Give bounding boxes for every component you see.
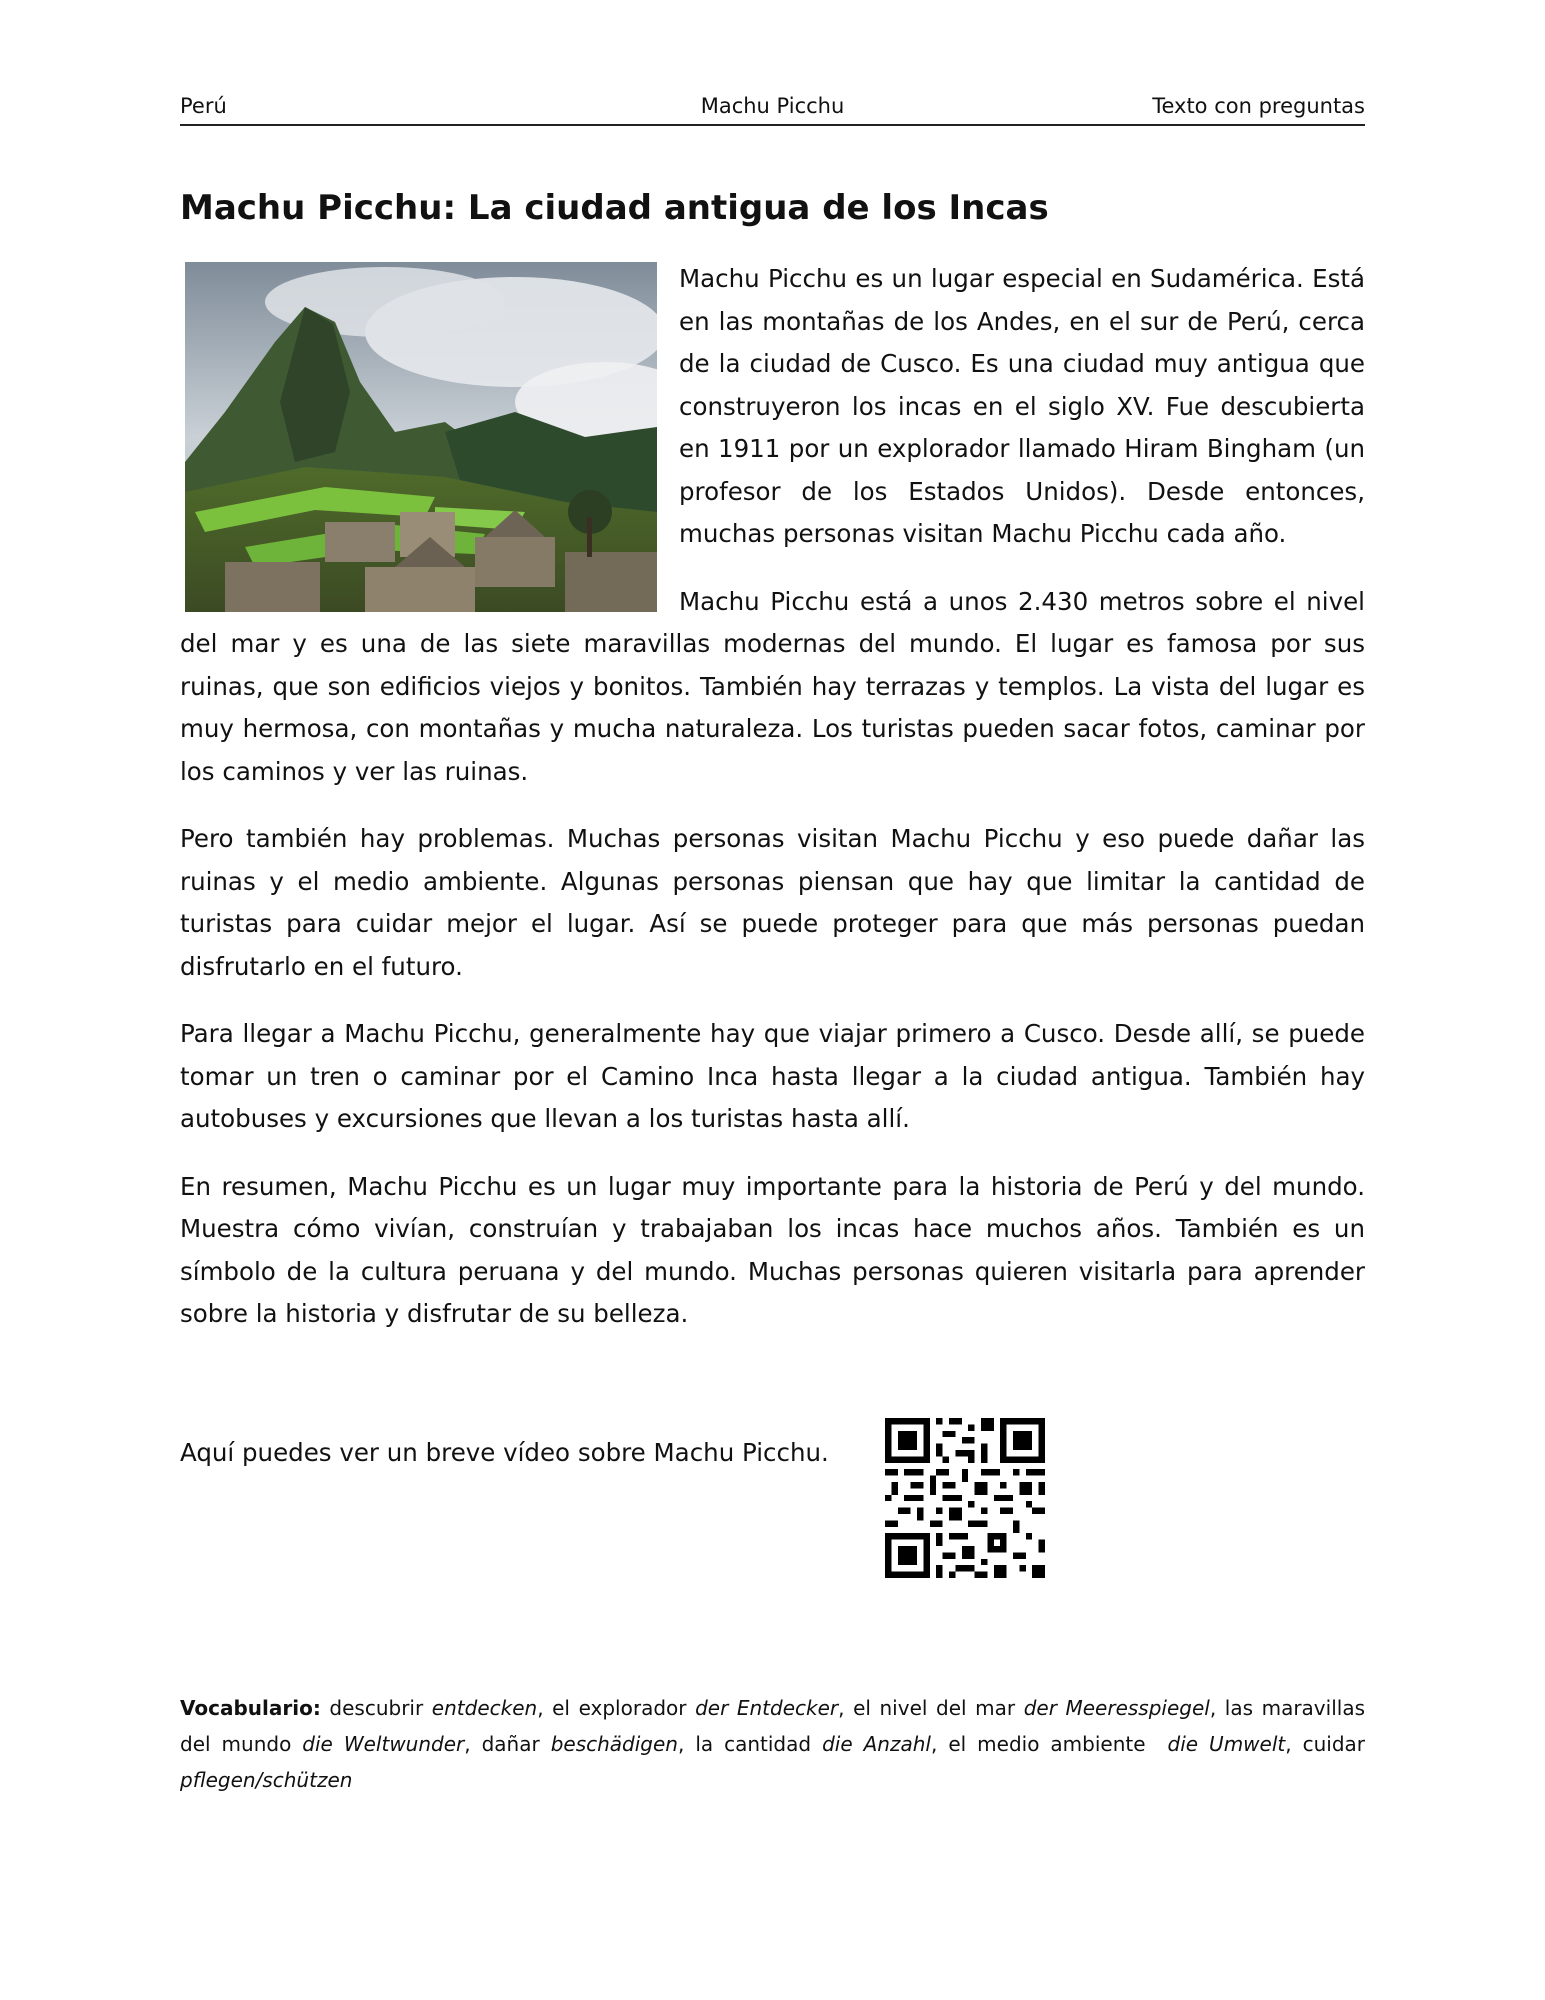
paragraph-5: En resumen, Machu Picchu es un lugar muy importante para la historia de Perú y del mundo. Muestra cómo vivían, construían y trabajaban los incas hace muchos años. También es un símbolo de la cultura peruana y del mundo. Muchas personas quieren visitarla para aprender sobre la historia y disfrutar de su belleza.	[180, 1171, 1365, 1328]
vocabulary-box: Vocabulario: descubrir entdecken, el explorador der Entdecker, el nivel del mar der Meeresspiegel, las maravillas del mundo die Weltwunder, dañar beschädigen, la cantidad die Anzahl, el medio ambiente die Umwelt, cuidar pflegen/schützen	[180, 1696, 1365, 1792]
vocab-es-2: el explorador	[552, 1696, 687, 1720]
article-body	[180, 258, 1365, 1361]
header-right: Texto con preguntas	[1152, 94, 1365, 118]
vocab-de-3: der Meeresspiegel	[1023, 1696, 1210, 1720]
video-prompt: Aquí puedes ver un breve vídeo sobre Machu Picchu.	[180, 1438, 829, 1467]
page-header	[180, 92, 1365, 126]
vocab-es-3: el nivel del mar	[853, 1696, 1016, 1720]
vocab-es-4: las maravillas del mundo	[180, 1696, 1365, 1756]
page-title: Machu Picchu: La ciudad antigua de los Incas	[180, 188, 1049, 228]
vocab-es-7: el medio ambiente	[948, 1732, 1146, 1756]
vocab-es-1: descubrir	[329, 1696, 424, 1720]
vocab-de-5: beschädigen	[550, 1732, 678, 1756]
vocabulary-label: Vocabulario:	[180, 1696, 321, 1720]
vocab-de-2: der Entdecker	[695, 1696, 839, 1720]
qr-code-icon[interactable]	[885, 1418, 1045, 1578]
paragraph-4: Para llegar a Machu Picchu, generalmente hay que viajar primero a Cusco. Desde allí, se puede tomar un tren o caminar por el Camino Inca hasta llegar a la ciudad antigua. También hay autobuses y excursiones que llevan a los turistas hasta allí.	[180, 1019, 1365, 1133]
machu-picchu-photo	[185, 262, 657, 612]
paragraph-2: Machu Picchu está a unos 2.430 metros sobre el nivel del mar y es una de las siete maravillas modernas del mundo. El lugar es famosa por sus ruinas, que son edificios viejos y bonitos. También hay terrazas y templos. La vista del lugar es muy hermosa, con montañas y mucha naturaleza. Los turistas pueden sacar fotos, caminar por los caminos y ver las ruinas.	[180, 586, 1365, 786]
vocab-de-8: pflegen/schützen	[180, 1768, 353, 1792]
paragraph-3: Pero también hay problemas. Muchas personas visitan Machu Picchu y eso puede dañar las ruinas y el medio ambiente. Algunas personas piensan que hay que limitar la cantidad de turistas para cuidar mejor el lugar. Así se puede proteger para que más personas puedan disfrutarlo en el futuro.	[180, 824, 1365, 981]
header-center: Machu Picchu	[700, 94, 845, 118]
vocab-de-7: die Umwelt	[1167, 1732, 1286, 1756]
vocab-de-1: entdecken	[431, 1696, 538, 1720]
header-left: Perú	[180, 94, 227, 118]
vocab-es-6: la cantidad	[695, 1732, 812, 1756]
vocab-es-5: dañar	[481, 1732, 540, 1756]
vocab-de-4: die Weltwunder	[302, 1732, 465, 1756]
vocab-es-8: cuidar	[1302, 1732, 1365, 1756]
paragraph-1: Machu Picchu es un lugar especial en Sudamérica. Está en las montañas de los Andes, en el sur de Perú, cerca de la ciudad de Cusco. Es una ciudad muy antigua que construyeron los incas en el siglo XV. Fue descubierta en 1911 por un explorador llamado Hiram Bingham (un profesor de los Estados Unidos). Desde entonces, muchas personas visitan Machu Picchu cada año.	[679, 264, 1365, 548]
vocab-de-6: die Anzahl	[822, 1732, 931, 1756]
